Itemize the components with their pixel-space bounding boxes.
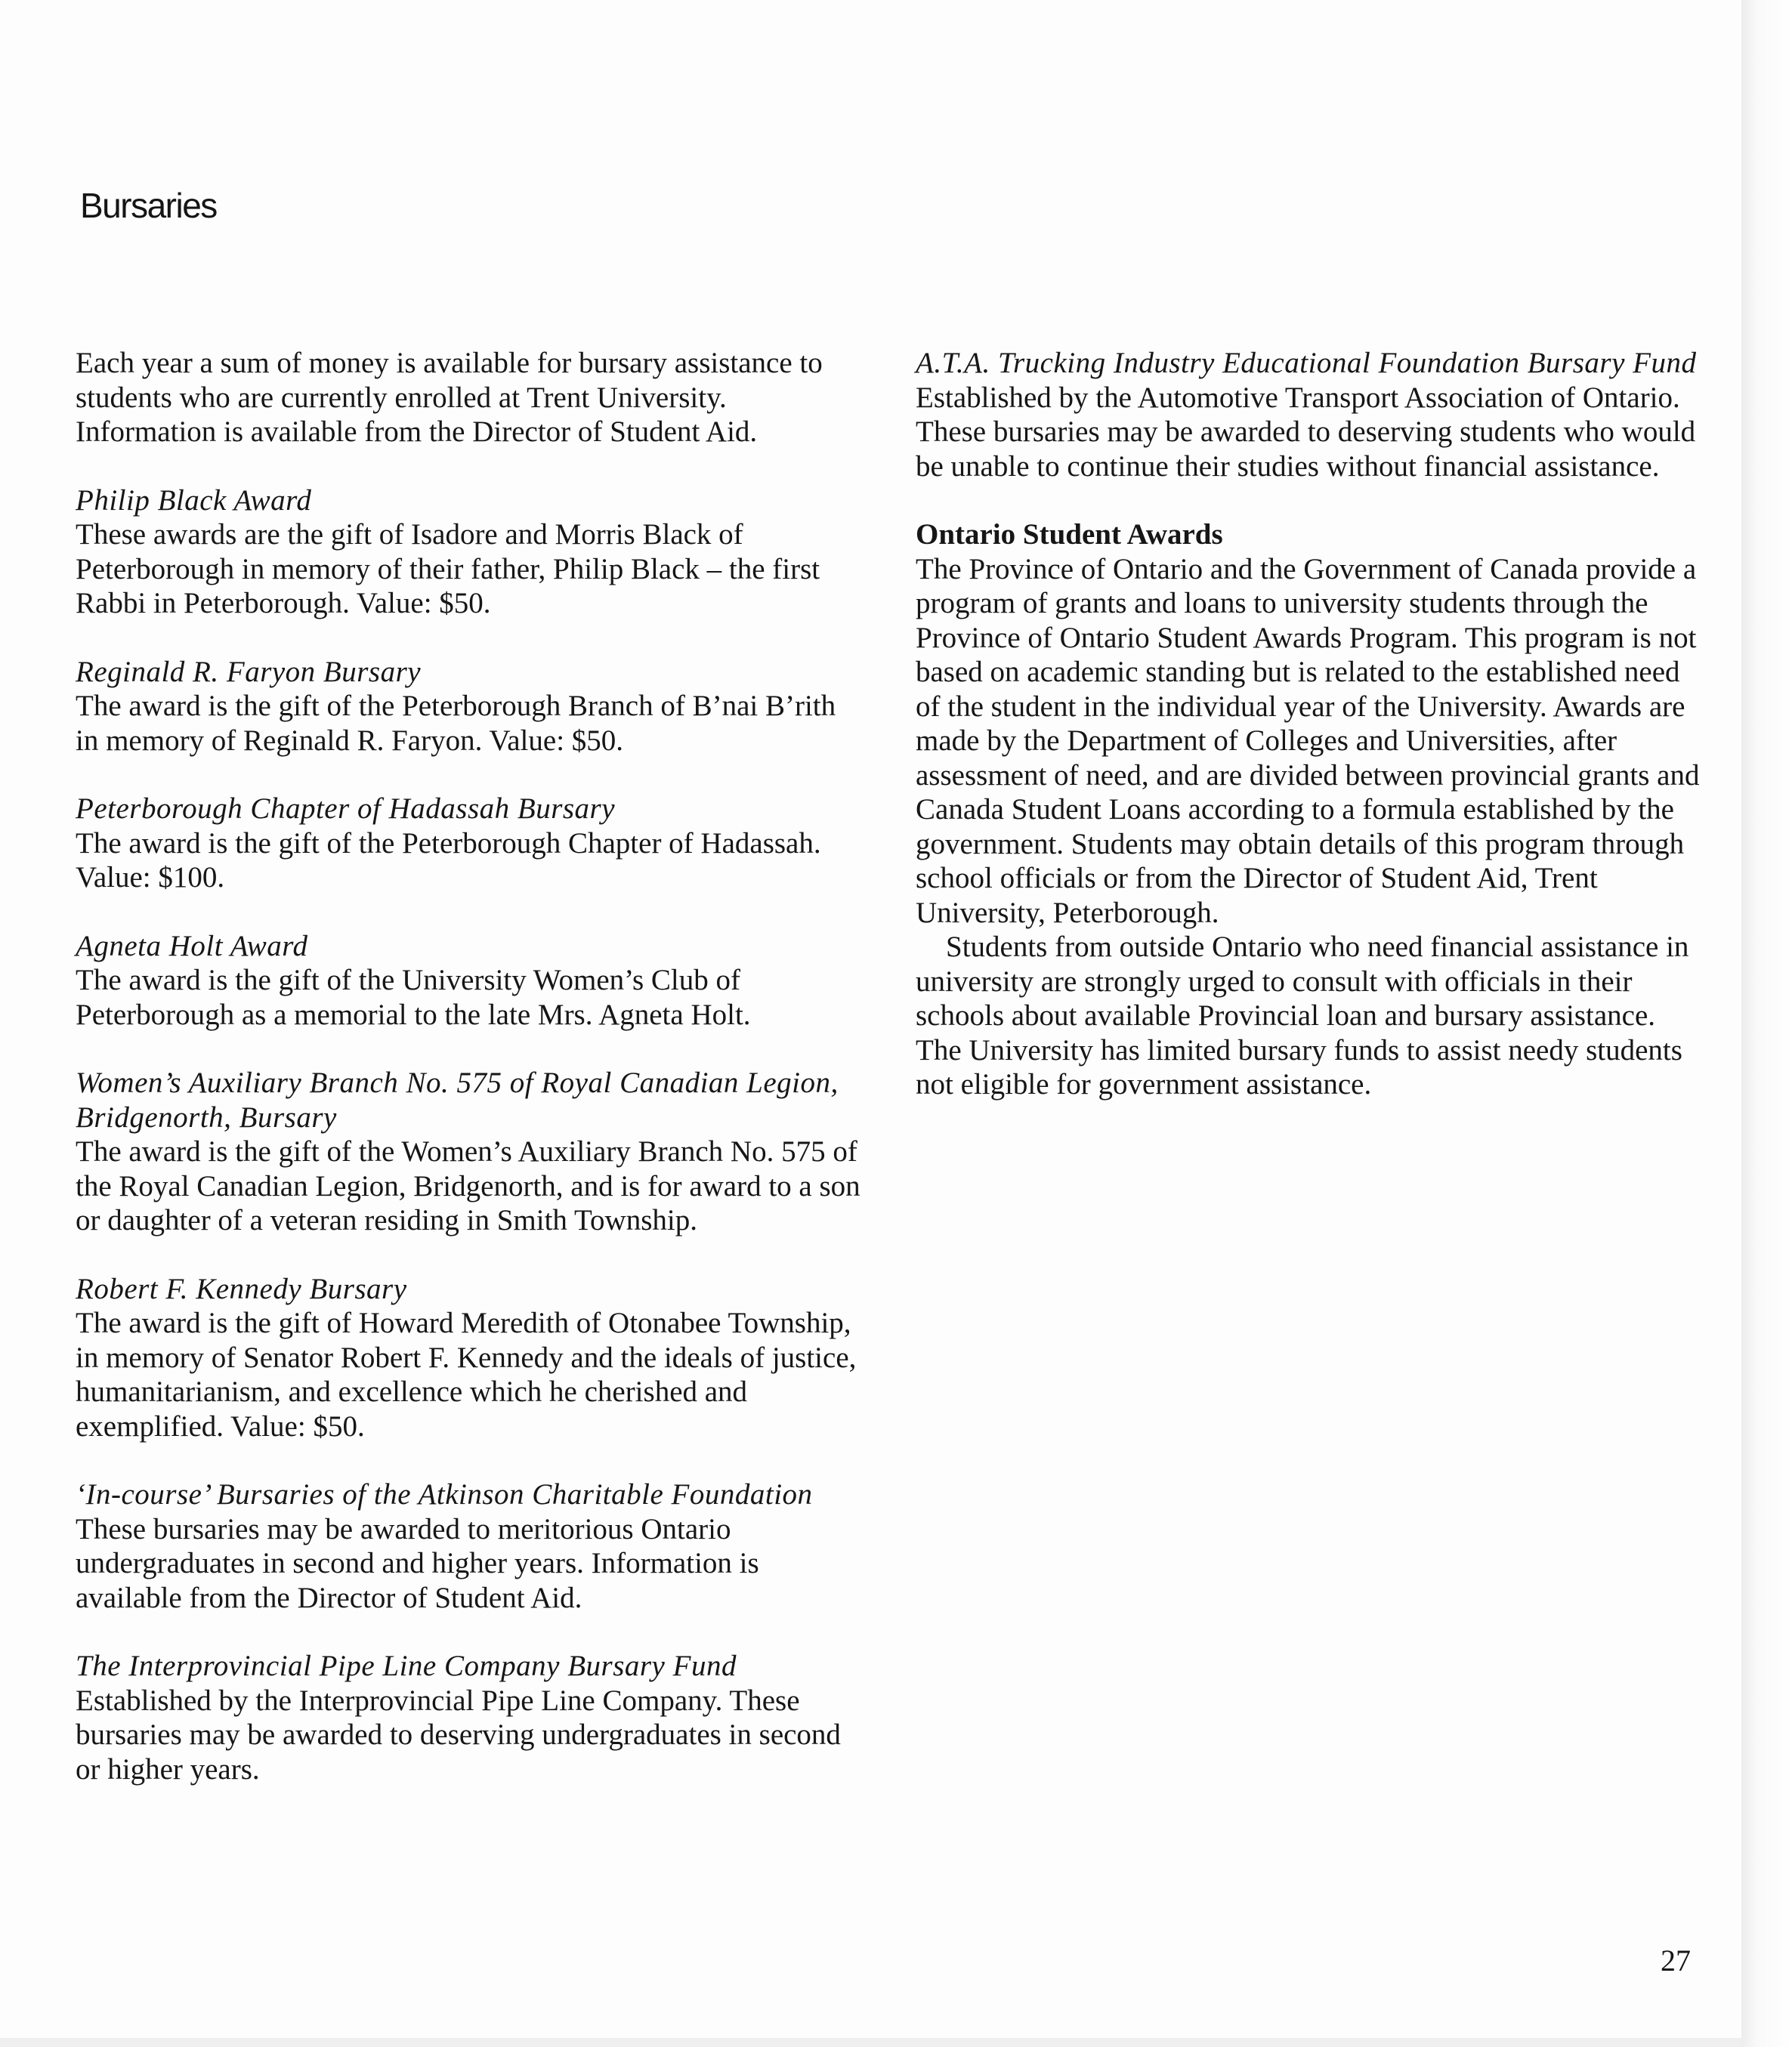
award-kennedy — [76, 1272, 865, 1444]
award-interprovincial — [76, 1649, 865, 1786]
page-edge-shadow — [1741, 0, 1792, 2047]
award-title: Peterborough Chapter of Hadassah Bursary — [76, 792, 616, 825]
page-heading: Bursaries — [80, 186, 217, 225]
award-description: The award is the gift of the Peterborough Chapter of Hadassah. Value: $100. — [76, 826, 821, 894]
left-column — [76, 346, 865, 1820]
award-title: Reginald R. Faryon Bursary — [76, 655, 422, 688]
award-faryon — [76, 655, 865, 758]
award-womens-auxiliary — [76, 1066, 865, 1238]
award-title: Philip Black Award — [76, 483, 312, 517]
award-description: The award is the gift of Howard Meredith of Otonabee Township, in memory of Senator Robert F. Kennedy and the ideals of justice, humanitarianism, and excellence which he cherished and exemplified. Value: $50. — [76, 1307, 857, 1443]
page-bottom-shadow — [0, 2038, 1741, 2047]
section-body-continued: Students from outside Ontario who need financial assistance in university are strongly urged to consult with officials in their schools about available Provincial loan and bursary assistance. The University has limited bursary funds to assist needy students not eligible for government assistance. — [916, 931, 1689, 1101]
award-description: These bursaries may be awarded to meritorious Ontario undergraduates in second and higher years. Information is available from the Director of Student Aid. — [76, 1512, 759, 1614]
intro-text: Each year a sum of money is available for bursary assistance to students who are currently enrolled at Trent University. Information is available from the Director of Student Aid. — [76, 347, 823, 448]
ontario-student-awards — [916, 517, 1705, 1102]
award-title: A.T.A. Trucking Industry Educational Foundation Bursary Fund — [916, 347, 1697, 379]
award-description: The award is the gift of the University Women’s Club of Peterborough as a memorial to the late Mrs. Agneta Holt. — [76, 964, 751, 1031]
section-body: The Province of Ontario and the Government of Canada provide a program of grants and loans to university students through the Province of Ontario Student Awards Program. This program is not based on academic standing but is related to the established need of the student in the individual year of the University. Awards are made by the Department of Colleges and Universities, after assessment of need, and are divided between provincial grants and Canada Student Loans according to a formula established by the government. Students may obtain details of this program through school officials or from the Director of Student Aid, Trent University, Peterborough. — [916, 552, 1700, 929]
intro-block — [76, 346, 865, 449]
award-title: Women’s Auxiliary Branch No. 575 of Royal Canadian Legion, Bridgenorth, Bursary — [76, 1067, 839, 1134]
page-number: 27 — [1661, 1944, 1691, 1978]
award-agneta-holt — [76, 929, 865, 1033]
right-column — [916, 346, 1705, 1136]
section-title: Ontario Student Awards — [916, 518, 1223, 551]
award-description: The award is the gift of the Women’s Auxiliary Branch No. 575 of the Royal Canadian Legion, Bridgenorth, and is for award to a son or daughter of a veteran residing in Smith Township. — [76, 1135, 860, 1237]
award-description: Established by the Interprovincial Pipe Line Company. These bursaries may be awarded to deserving undergraduates in second or higher years. — [76, 1684, 841, 1786]
award-ata-trucking — [916, 346, 1705, 483]
award-atkinson — [76, 1477, 865, 1615]
award-philip-black — [76, 483, 865, 621]
award-title: ‘In-course’ Bursaries of the Atkinson Charitable Foundation — [76, 1478, 813, 1511]
award-hadassah — [76, 792, 865, 895]
award-description: The award is the gift of the Peterborough Branch of B’nai B’rith in memory of Reginald R. Faryon. Value: $50. — [76, 690, 836, 757]
award-title: Agneta Holt Award — [76, 929, 308, 962]
award-description: These awards are the gift of Isadore and Morris Black of Peterborough in memory of their father, Philip Black – the first Rabbi in Peterborough. Value: $50. — [76, 518, 820, 619]
award-description: Established by the Automotive Transport Association of Ontario. These bursaries may be awarded to deserving students who would be unable to continue their studies without financial assistance. — [916, 381, 1696, 483]
award-title: The Interprovincial Pipe Line Company Bursary Fund — [76, 1650, 737, 1682]
award-title: Robert F. Kennedy Bursary — [76, 1272, 407, 1305]
